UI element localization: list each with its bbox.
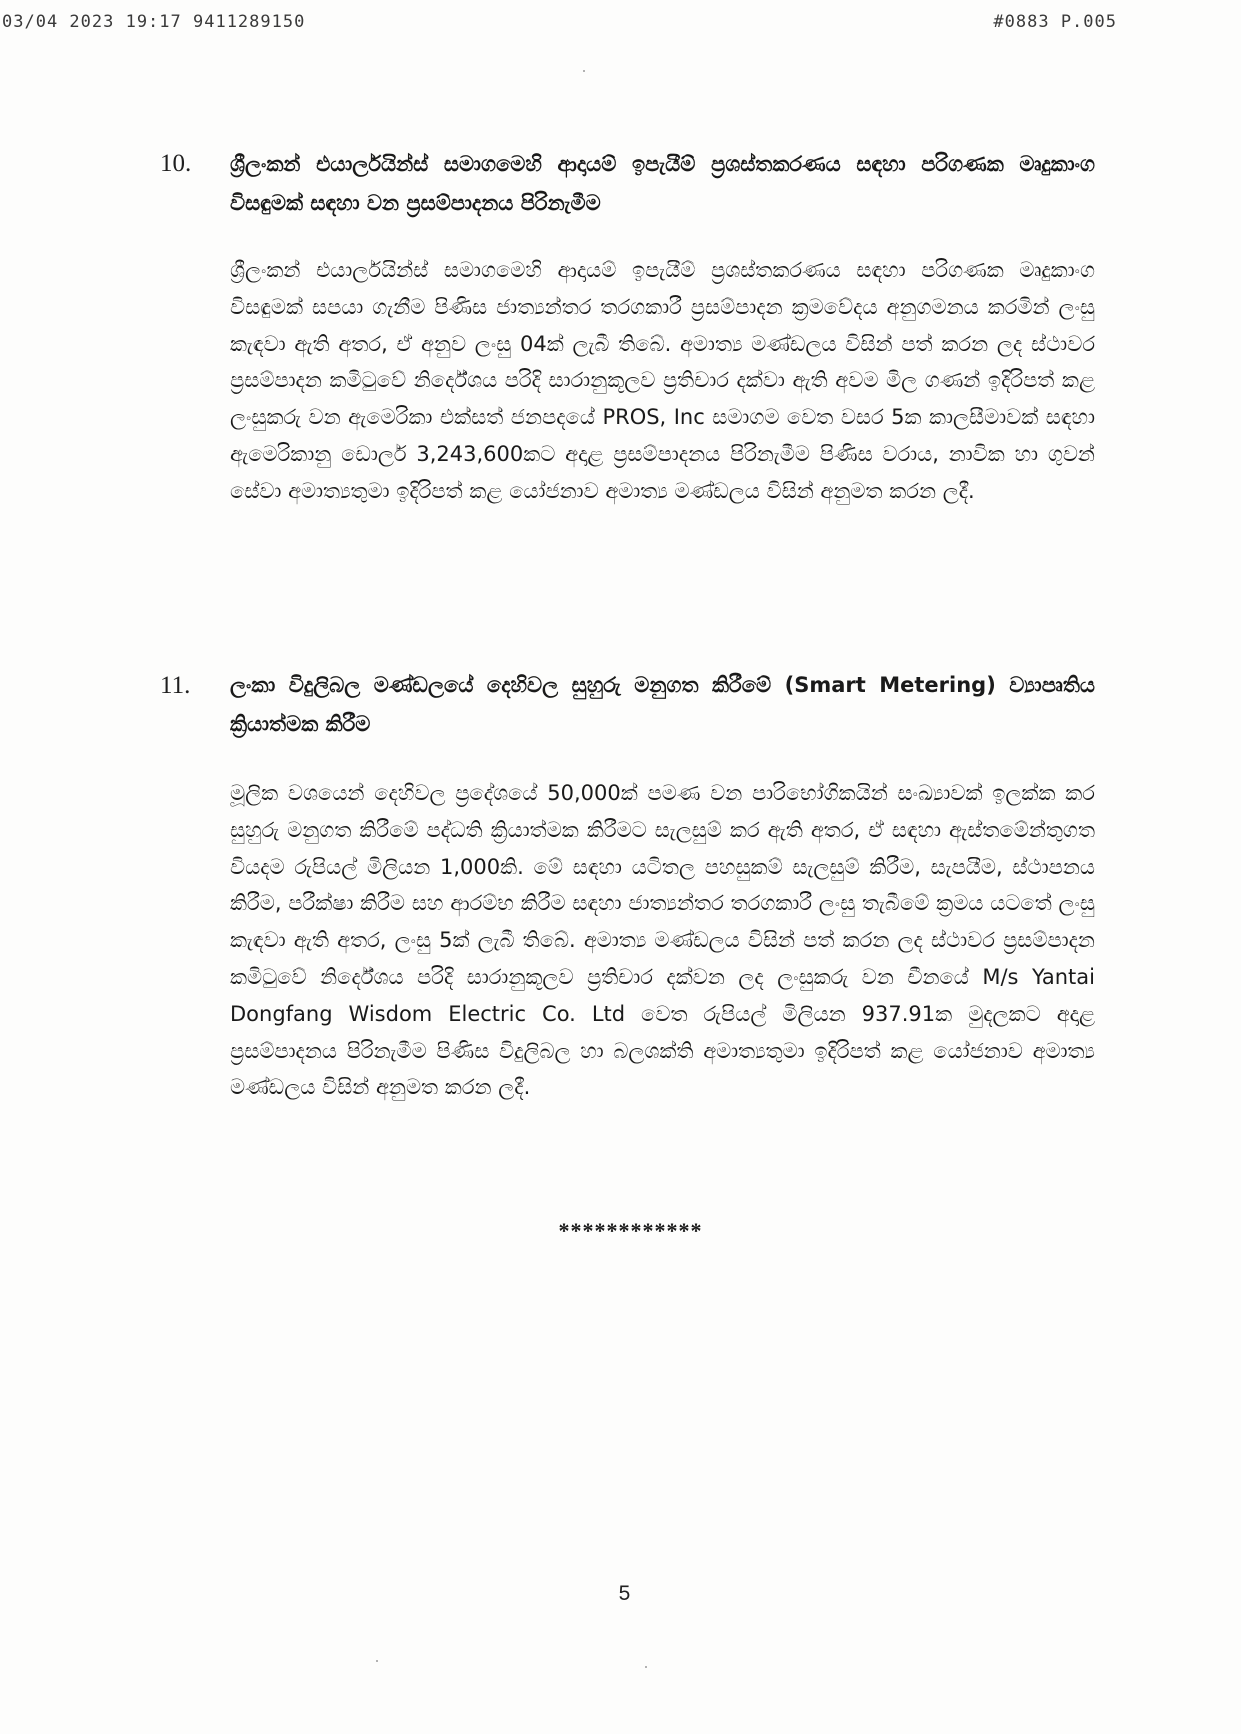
scan-speck	[645, 1666, 647, 1668]
fax-header-right: #0883 P.005	[993, 12, 1117, 32]
scan-speck	[583, 70, 585, 72]
item-10-title: ශ්‍රීලංකන් එයාර්ලයින්ස් සමාගමෙහි ආදායම් ඉපැයීම් ප්‍රශස්තකරණය සඳහා පරිගණක මෘදුකාංග විසඳුමක් සඳහා වන ප්‍රසම්පාදනය පිරිනැමීම	[230, 152, 1095, 215]
item-10-number: 10.	[160, 150, 192, 177]
item-11-title: ලංකා විදුලිබල මණ්ඩලයේ දෙහිවල සුහුරු මනුගත කිරීමේ (Smart Metering) ව්‍යාපෘතිය ක්‍රියාත්මක කිරීම	[230, 673, 1095, 736]
section-separator: ************	[558, 1218, 703, 1243]
page-number: 5	[618, 1582, 631, 1605]
item-11-number: 11.	[160, 672, 191, 699]
item-11-body: මූලික වශයෙන් දෙහිවල ප්‍රදේශයේ 50,000ක් පමණ වන පාරිභෝගිකයින් සංඛ්‍යාවක් ඉලක්ක කර සුහුරු මනුගත කිරීමේ පද්ධති ක්‍රියාත්මක කිරීමට සැලසුම් කර ඇති අතර, ඒ සඳහා ඇස්තමේන්තුගත වියදම රුපියල් මිලියන 1,000කි. මේ සඳහා යටිතල පහසුකම් සැලසුම් කිරීම, සැපයීම, ස්ථාපනය කිරීම, පරීක්ෂා කිරීම සහ ආරම්භ කිරීම සඳහා ජාත්‍යන්තර තරගකාරී ලංසු තැබීමේ ක්‍රමය යටතේ ලංසු කැඳවා ඇති අතර, ලංසු 5ක් ලැබී තිබේ. අමාත්‍ය මණ්ඩලය විසින් පත් කරන ලද ස්ථාවර ප්‍රසම්පාදන කමිටුවේ නිර්දේශය පරිදි සාරානුකූලව ප්‍රතිචාර දක්වන ලද ලංසුකරු වන චීනයේ M/s Yantai Dongfang Wisdom Electric Co. Ltd වෙත රුපියල් මිලියන 937.91ක මුදලකට අදාළ ප්‍රසම්පාදනය පිරිනැමීම පිණිස විදුලිබල හා බලශක්ති අමාත්‍යතුමා ඉදිරිපත් කළ යෝජනාව අමාත්‍ය මණ්ඩලය විසින් අනුමත කරන ලදී.	[230, 781, 1095, 1100]
fax-header-left: 03/04 2023 19:17 9411289150	[2, 12, 306, 32]
item-10-body: ශ්‍රීලංකන් එයාර්ලයින්ස් සමාගමෙහි ආදායම් ඉපැයීම් ප්‍රශස්තකරණය සඳහා පරිගණක මෘදුකාංග විසඳුමක් සපයා ගැනීම පිණිස ජාත්‍යන්තර තරගකාරී ප්‍රසම්පාදන ක්‍රමවේදය අනුගමනය කරමින් ලංසු කැඳවා ඇති අතර, ඒ අනුව ලංසු 04ක් ලැබී තිබේ. අමාත්‍ය මණ්ඩලය විසින් පත් කරන ලද ස්ථාවර ප්‍රසම්පාදන කමිටුවේ නිර්දේශය පරිදි සාරානුකූලව ප්‍රතිචාර දක්වා ඇති අවම මිල ගණන් ඉදිරිපත් කළ ලංසුකරු වන ඇමෙරිකා එක්සත් ජනපදයේ PROS, Inc සමාගම වෙත වසර 5ක කාලසීමාවක් සඳහා ඇමෙරිකානු ඩොලර් 3,243,600කට අදාළ ප්‍රසම්පාදනය පිරිනැමීම පිණිස වරාය, නාවික හා ගුවන් සේවා අමාත්‍යතුමා ඉදිරිපත් කළ යෝජනාව අමාත්‍ය මණ්ඩලය විසින් අනුමත කරන ලදී.	[230, 258, 1095, 503]
scan-speck	[376, 1660, 378, 1662]
